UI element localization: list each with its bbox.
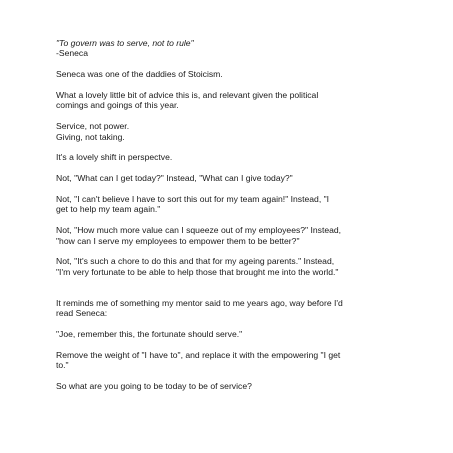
paragraph-line: Remove the weight of "I have to", and replace it with the empowering "I get — [56, 350, 341, 361]
paragraph-line: Not, "I can't believe I have to sort this out for my team again!" Instead, "I — [56, 194, 330, 204]
paragraph-line: So what are you going to be today to be of service? — [56, 381, 252, 392]
paragraph-line: comings and goings of this year. — [56, 100, 179, 111]
quote-text: "To govern was to serve, not to rule" — [56, 38, 194, 48]
paragraph-line: Seneca was one of the daddies of Stoicism. — [56, 69, 223, 80]
paragraph-line: read Seneca: — [56, 308, 108, 319]
quote-attribution: -Seneca — [56, 48, 89, 59]
document-body — [56, 38, 401, 402]
paragraph-line: Not, "It's such a chore to do this and that for my ageing parents." Instead, — [56, 256, 335, 267]
paragraph — [56, 329, 401, 339]
opening-quote — [56, 38, 401, 59]
paragraph-line: Giving, not taking. — [56, 131, 125, 142]
paragraph-line: "how can I serve my employees to empower them to be better?" — [56, 235, 300, 246]
paragraph — [56, 152, 401, 162]
paragraph-line: Service, not power. — [56, 121, 130, 132]
paragraph — [56, 381, 401, 391]
paragraph-line: It's a lovely shift in perspectve. — [56, 152, 173, 163]
paragraph — [56, 350, 401, 371]
paragraph — [56, 194, 401, 215]
paragraph — [56, 69, 401, 79]
paragraph-line: Not, "What can I get today?" Instead, "What can I give today?" — [56, 173, 293, 184]
paragraph-line: It reminds me of something my mentor said to me years ago, way before I'd — [56, 298, 343, 309]
paragraph — [56, 256, 401, 277]
paragraph — [56, 121, 401, 142]
paragraph-line: to." — [56, 360, 69, 371]
paragraph — [56, 173, 401, 183]
paragraph-line: "I'm very fortunate to be able to help those that brought me into the world." — [56, 266, 339, 277]
paragraph-line: What a lovely little bit of advice this is, and relevant given the political — [56, 90, 319, 100]
paragraph — [56, 225, 401, 246]
paragraph — [56, 298, 401, 319]
paragraph-line: get to help my team again." — [56, 204, 161, 215]
paragraph — [56, 90, 401, 111]
paragraph-line: Not, "How much more value can I squeeze out of my employees?" Instead, — [56, 225, 342, 236]
paragraph-line: "Joe, remember this, the fortunate should serve." — [56, 329, 243, 340]
